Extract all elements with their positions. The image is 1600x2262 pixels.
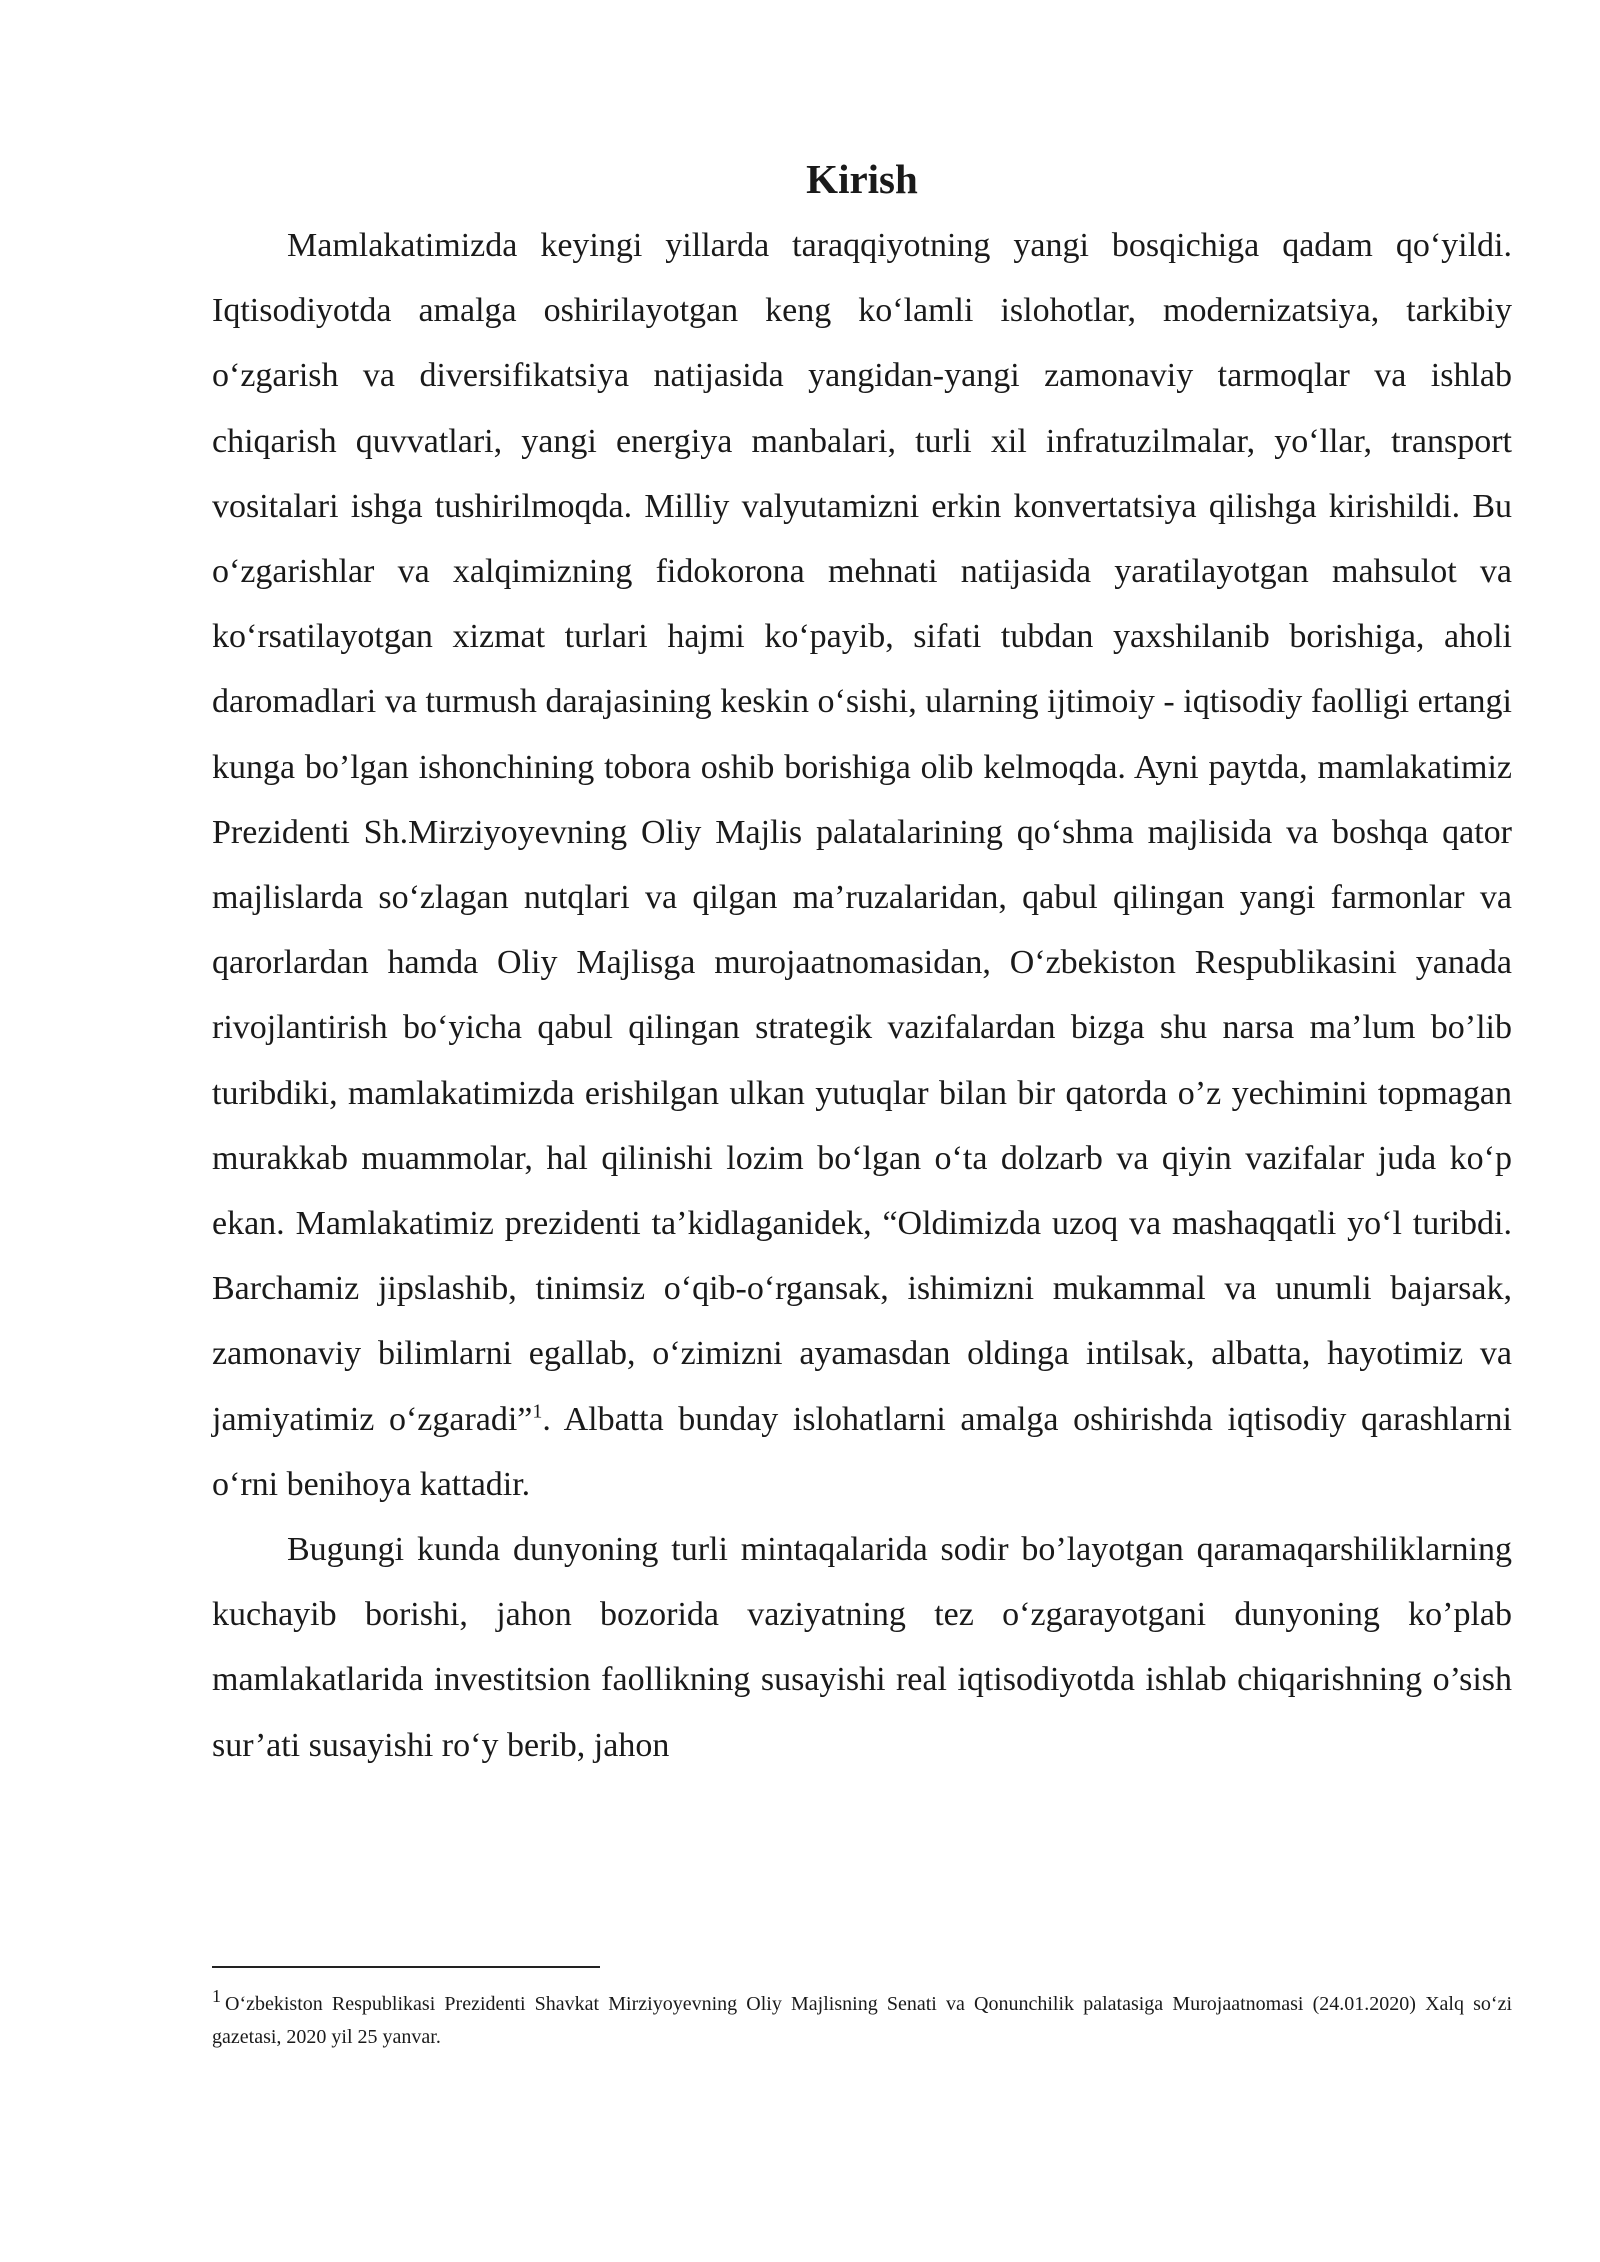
paragraph-1-text: Mamlakatimizda keyingi yillarda taraqqiyotning yangi bosqichiga qadam qo‘yildi. Iqtisodiyotda amalga oshirilayotgan keng ko‘lamli islohotlar, modernizatsiya, tarkibiy o‘zgarish va diversifikatsiya natijasida yangidan-yangi zamonaviy tarmoqlar va ishlab chiqarish quvvatlari, yangi energiya manbalari, turli xil infratuzilmalar, yo‘llar, transport vositalari ishga tushirilmoqda. Milliy valyutamizni erkin konvertatsiya qilishga kirishildi. Bu o‘zgarishlar va xalqimizning fidokorona mehnati natijasida yaratilayotgan mahsulot va ko‘rsatilayotgan xizmat turlari hajmi ko‘payib, sifati tubdan yaxshilanib borishiga, aholi daromadlari va turmush darajasining keskin o‘sishi, ularning ijtimoiy - iqtisodiy faolligi ertangi kunga bo’lgan ishonchining tobora oshib borishiga olib kelmoqda. Ayni paytda, mamlakatimiz Prezidenti Sh.Mirziyoyevning Oliy Majlis palatalarining qo‘shma majlisida va boshqa qator majlislarda so‘zlagan nutqlari va qilgan ma’ruzalaridan, qabul qilingan yangi farmonlar va qarorlardan hamda Oliy Majlisga murojaatnomasidan, O‘zbekiston Respublikasini yanada rivojlantirish bo‘yicha qabul qilingan strategik vazifalardan bizga shu narsa ma’lum bo’lib turibdiki, mamlakatimizda erishilgan ulkan yutuqlar bilan bir qatorda o’z yechimini topmagan murakkab muammolar, hal qilinishi lozim bo‘lgan o‘ta dolzarb va qiyin vazifalar juda ko‘p ekan. Mamlakatimiz prezidenti ta’kidlaganidek, “Oldimizda uzoq va mashaqqatli yo‘l turibdi. Barchamiz jipslashib, tinimsiz o‘qib-o‘rgansak, ishimizni mukammal va unumli bajarsak, zamonaviy bilimlarni egallab, o‘zimizni ayamasdan oldinga intilsak, albatta, hayotimiz va jamiyatimiz o‘zgaradi” <box>212 227 1512 1438</box>
paragraph-2: Bugungi kunda dunyoning turli mintaqalarida sodir bo’layotgan qaramaqarshiliklarning kuchayib borishi, jahon bozorida vaziyatning tez o‘zgarayotgani dunyoning ko’plab mamlakatlarida investitsion faollikning susayishi real iqtisodiyotda ishlab chiqarishning o’sish sur’ati susayishi ro‘y berib, jahon <box>212 1531 1512 1764</box>
footnote-text: O‘zbekiston Respublikasi Prezidenti Shavkat Mirziyoyevning Oliy Majlisning Senati va Qonunchilik palatasiga Murojaatnomasi (24.01.2020) Xalq so‘zi gazetasi, 2020 yil 25 yanvar. <box>212 1993 1512 2048</box>
footnote-divider <box>212 1966 600 1968</box>
document-body <box>212 150 1512 1778</box>
footnote-mark: 1 <box>212 1986 221 2007</box>
paragraph-1-continuation: . Albatta bunday islohatlarni amalga oshirishda iqtisodiy qarashlarni o‘rni benihoya kattadir. <box>212 1400 1512 1503</box>
footnote-reference[interactable]: 1 <box>532 1400 543 1423</box>
footnote <box>212 1988 1512 2054</box>
paragraph-1 <box>212 213 1512 1517</box>
page-title: Kirish <box>806 156 918 202</box>
